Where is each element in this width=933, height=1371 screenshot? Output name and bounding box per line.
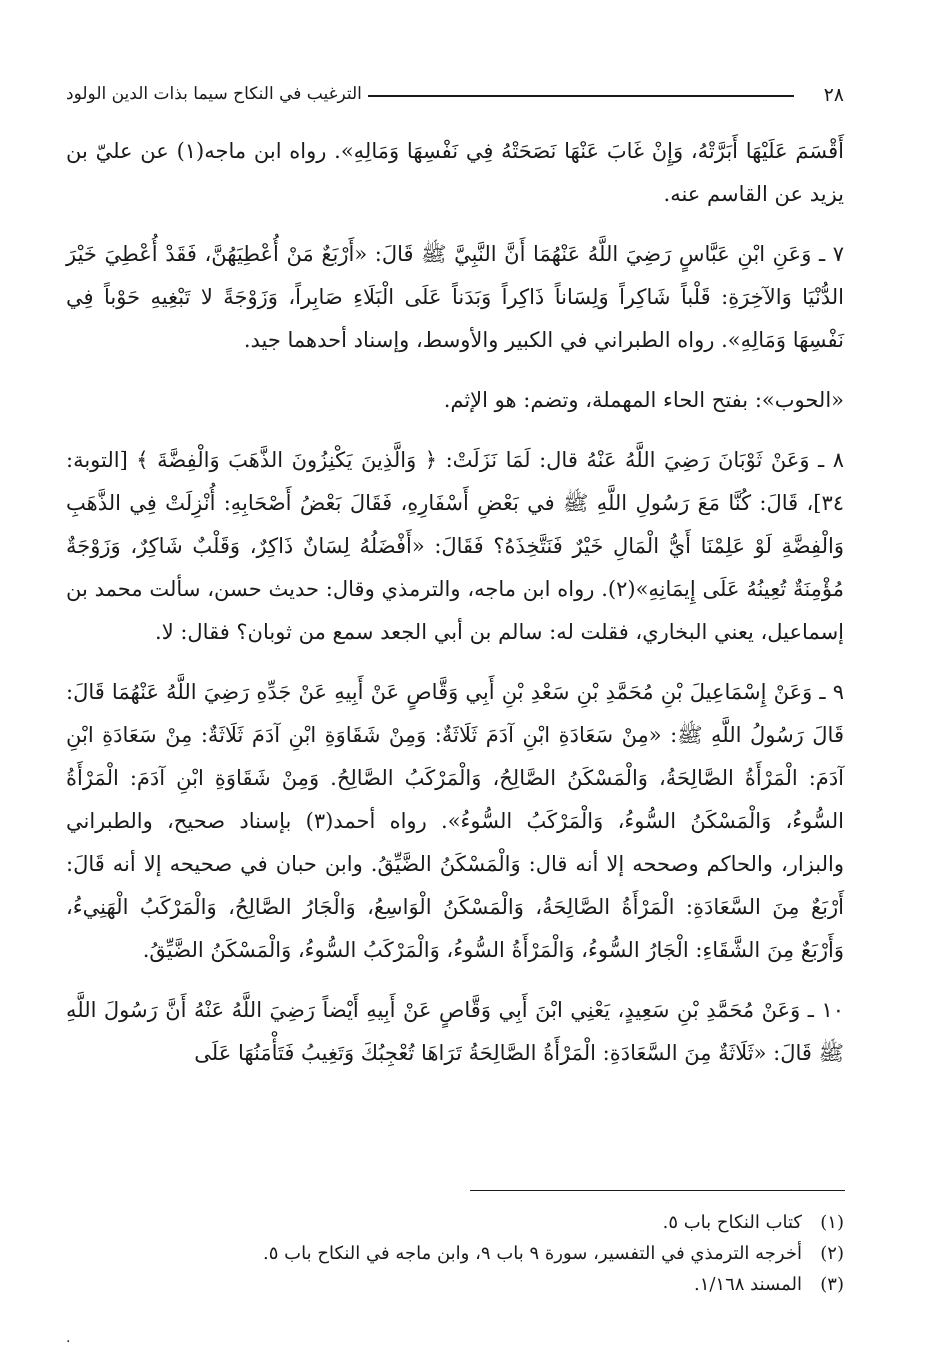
- footnote-separator: [470, 1190, 845, 1191]
- paragraph-hadith-9: ٩ ـ وَعَنْ إِسْمَاعِيلَ بْنِ مُحَمَّدِ بْنِ سَعْدِ بْنِ أَبِي وَقَّاصٍ عَنْ أَبِيهِ عَنْ جَدِّهِ رَضِيَ اللَّهُ عَنْهُمَا قَالَ: قَالَ رَسُولُ اللَّهِ ﷺ: «مِنْ سَعَادَةِ ابْنِ آدَمَ ثَلَاثَةٌ: وَمِنْ شَقَاوَةِ ابْنِ آدَمَ ثَلَاثَةٌ: مِنْ سَعَادَةِ ابْنِ آدَمَ: الْمَرْأَةُ الصَّالِحَةُ، وَالْمَسْكَنُ الصَّالِحُ، وَالْمَرْكَبُ الصَّالِحُ. وَمِنْ شَقَاوَةِ ابْنِ آدَمَ: الْمَرْأَةُ السُّوءُ، وَالْمَسْكَنُ السُّوءُ، وَالْمَرْكَبُ السُّوءُ». رواه أحمد(٣) بإسناد صحيح، والطبراني والبزار، والحاكم وصححه إلا أنه قال: وَالْمَسْكَنُ الضَّيِّقُ. وابن حبان في صحيحه إلا أنه قَالَ: أَرْبَعٌ مِنَ السَّعَادَةِ: الْمَرْأَةُ الصَّالِحَةُ، وَالْمَسْكَنُ الْوَاسِعُ، وَالْجَارُ الصَّالِحُ، وَالْمَرْكَبُ الْهَنِيءُ، وَأَرْبَعٌ مِنَ الشَّقَاءِ: الْجَارُ السُّوءُ، وَالْمَرْأَةُ السُّوءُ، وَالْمَرْكَبُ السُّوءُ، وَالْمَسْكَنُ الضَّيِّقُ.: [66, 680, 844, 962]
- header-rule: [368, 95, 794, 97]
- footnote-3: [66, 1269, 844, 1300]
- bottom-mark: .: [66, 1330, 71, 1346]
- footnote-2: [66, 1238, 844, 1269]
- paragraph-hadith-8: ٨ ـ وَعَنْ ثَوْبَانَ رَضِيَ اللَّهُ عَنْهُ قال: لَمَا نَزَلَتْ: ﴿ وَالَّذِينَ يَكْنِزُونَ الذَّهَبَ وَالْفِضَّةَ ﴾ [التوبة: ٣٤]، قَالَ: كُنَّا مَعَ رَسُولِ اللَّهِ ﷺ في بَعْضِ أَسْفَارِهِ، فَقَالَ بَعْضُ أَصْحَابِهِ: أُنْزِلَتْ فِي الذَّهَبِ وَالْفِضَّةِ لَوْ عَلِمْنَا أَيُّ الْمَالِ خَيْرٌ فَنَتَّخِذَهُ؟ فَقَالَ: «أَفْضَلُهُ لِسَانٌ ذَاكِرٌ، وَقَلْبٌ شَاكِرٌ، وَزَوْجَةٌ مُؤْمِنَةٌ تُعِينُهُ عَلَى إِيمَانِهِ»(٢). رواه ابن ماجه، والترمذي وقال: حديث حسن، سألت محمد بن إسماعيل، يعني البخاري، فقلت له: سالم بن أبي الجعد سمع من ثوبان؟ فقال: لا.: [66, 448, 844, 644]
- main-text: [66, 130, 844, 1075]
- running-header: [66, 84, 844, 118]
- footnote-text: المسند ١/١٦٨.: [693, 1274, 802, 1295]
- page-number: ٢٨: [823, 84, 844, 106]
- footnotes: [66, 1207, 844, 1300]
- footnote-number: (١): [820, 1212, 844, 1233]
- footnote-number: (٣): [820, 1274, 844, 1295]
- paragraph-hadith-7: ٧ ـ وَعَنِ ابْنِ عَبَّاسٍ رَضِيَ اللَّهُ عَنْهُمَا أَنَّ النَّبِيَّ ﷺ قَالَ: «أَرْبَعٌ مَنْ أُعْطِيَهُنَّ، فَقَدْ أُعْطِيَ خَيْرَ الدُّنْيَا وَالآخِرَةِ: قَلْباً شَاكِراً وَلِسَاناً ذَاكِراً وَبَدَناً عَلَى الْبَلَاءِ صَابِراً، وَزَوْجَةً لا تَبْغِيهِ حَوْباً فِي نَفْسِهَا وَمَالِهِ». رواه الطبراني في الكبير والأوسط، وإسناد أحدهما جيد.: [66, 242, 844, 352]
- footnote-text: كتاب النكاح باب ٥.: [662, 1212, 802, 1233]
- chapter-title: الترغيب في النكاح سيما بذات الدين الولود: [66, 84, 362, 104]
- paragraph-definition: «الحوب»: بفتح الحاء المهملة، وتضم: هو الإثم.: [443, 388, 844, 412]
- paragraph-hadith-10: ١٠ ـ وَعَنْ مُحَمَّدِ بْنِ سَعِيدٍ، يَعْنِي ابْنَ أَبِي وَقَّاصٍ عَنْ أَبِيهِ أَيْضاً رَضِيَ اللَّهُ عَنْهُ أَنَّ رَسُولَ اللَّهِ ﷺ قَالَ: «ثَلَاثَةٌ مِنَ السَّعَادَةِ: الْمَرْأَةُ الصَّالِحَةُ تَرَاهَا تُعْجِبُكَ وَتَغِيبُ فَتَأْمَنُهَا عَلَى: [66, 998, 844, 1065]
- footnote-text: أخرجه الترمذي في التفسير، سورة ٩ باب ٩، وابن ماجه في النكاح باب ٥.: [263, 1243, 802, 1264]
- paragraph-continuation: أَقْسَمَ عَلَيْهَا أَبَرَّتْهُ، وَإِنْ غَابَ عَنْهَا نَصَحَتْهُ فِي نَفْسِهَا وَمَالِهِ». رواه ابن ماجه(١) عن عليّ بن يزيد عن القاسم عنه.: [66, 139, 844, 206]
- footnote-number: (٢): [820, 1243, 844, 1264]
- footnote-1: [66, 1207, 844, 1238]
